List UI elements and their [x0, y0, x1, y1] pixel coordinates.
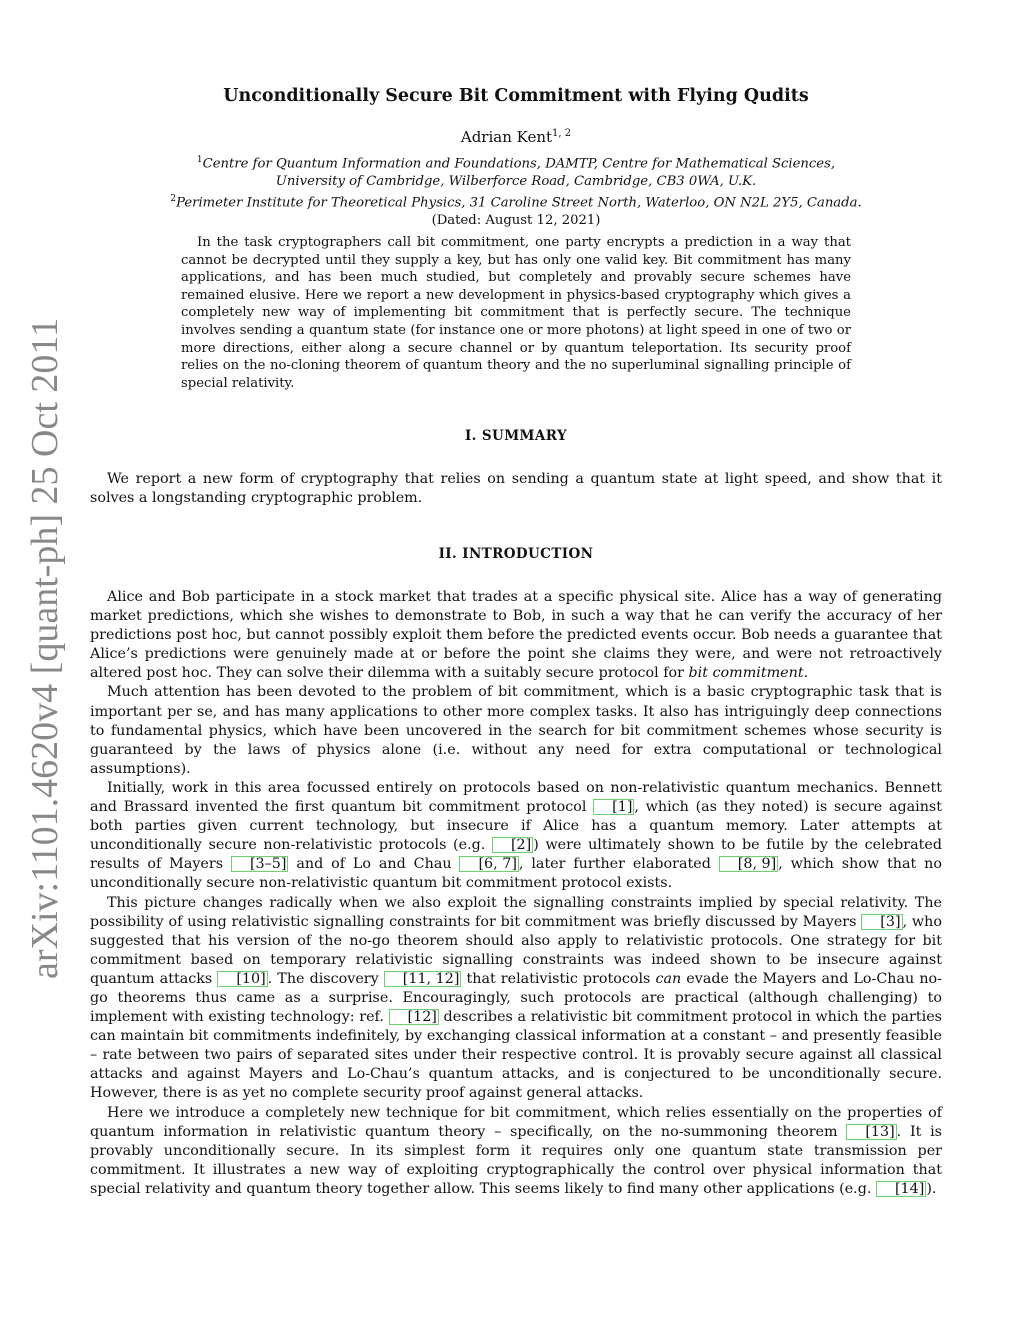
affiliation-2-marker: 2 — [170, 193, 177, 204]
citation-link[interactable]: [3] — [861, 914, 902, 930]
dated-line: (Dated: August 12, 2021) — [431, 212, 601, 228]
intro-paragraph-3 — [90, 779, 942, 894]
affiliations — [90, 152, 942, 229]
intro-p4-text-f: describes a relativistic bit commitment protocol in which the parties can maintain bit commitments indefinitely, by exchanging classical information at a constant – and presently feasible – rate between two pairs of separated sites under their respective control. It is provably secure against all classical attacks and against Mayers and Lo-Chau’s quantum attacks, and is conjectured to be unconditionally secure. However, there is as yet no complete security proof against general attacks. — [90, 1009, 942, 1102]
affiliation-1-marker: 1 — [196, 155, 203, 165]
arxiv-identifier[interactable]: arXiv:1101.4620v4 [quant-ph] 25 Oct 2011 — [24, 317, 66, 979]
intro-p1-end: . — [803, 665, 809, 682]
section-summary-heading: I. SUMMARY — [464, 428, 568, 444]
introduction-body — [90, 588, 942, 1199]
affiliation-1 — [90, 152, 942, 173]
intro-p3-text-c: ) were ultimately shown to be futile by the celebrated results of Mayers — [90, 837, 943, 873]
intro-p1-emphasis: bit commitment — [688, 665, 804, 682]
affiliation-1-cont: University of Cambridge, Wilberforce Road, Cambridge, CB3 0WA, U.K. — [275, 173, 757, 189]
intro-p3-text-b: , which (as they noted) is secure against both parties given current technology, but insecure if Alice has a quantum memory. Later attempts at unconditionally secure non-relativistic protocols (e.g. — [90, 799, 942, 854]
intro-p4-text-d: that relativistic protocols — [461, 970, 656, 987]
citation-link[interactable]: [12] — [389, 1009, 439, 1025]
author-name: Adrian Kent — [460, 128, 553, 146]
intro-p5-text-a: Here we introduce a completely new technique for bit commitment, which relies essentially on the properties of quantum information in relativistic quantum theory – specifically, on the no-summoning theorem — [90, 1104, 942, 1140]
author-superscript: 1, 2 — [552, 128, 572, 139]
intro-p5-text-c: ). — [926, 1180, 937, 1197]
summary-body — [90, 470, 942, 508]
citation-link[interactable]: [10] — [217, 971, 267, 987]
intro-p3-text-e: , later further elaborated — [518, 856, 719, 873]
intro-paragraph-4 — [90, 894, 942, 1104]
citation-link[interactable]: [13] — [846, 1124, 896, 1140]
intro-p4-text-a: This picture changes radically when we also exploit the signalling constraints implied by special relativity. The possibility of using relativistic signalling constraints for bit commitment was briefly discussed by Mayers — [90, 894, 942, 930]
paper-title: Unconditionally Secure Bit Commitment with Flying Qudits — [223, 86, 809, 106]
citation-link[interactable]: [14] — [876, 1181, 926, 1197]
citation-link[interactable]: [2] — [492, 837, 533, 853]
citation-link[interactable]: [3–5] — [231, 856, 289, 872]
intro-p4-text-b: , who suggested that his version of the no-go theorem should also apply to relativistic protocols. One strategy for bit commitment based on temporary relativistic signalling constraints was indeed shown to be insecure against quantum attacks — [90, 913, 942, 987]
summary-paragraph: We report a new form of cryptography that relies on sending a quantum state at light speed, and show that it solves a longstanding cryptographic problem. — [90, 471, 942, 507]
intro-paragraph-5 — [90, 1104, 942, 1199]
author-line — [90, 128, 942, 146]
section-introduction-heading: II. INTRODUCTION — [438, 546, 594, 562]
citation-link[interactable]: [8, 9] — [719, 856, 778, 872]
intro-p5-text-b: . It is provably unconditionally secure. In its simplest form it requires only one quantum state transmission per commitment. It illustrates a new way of exploiting cryptographically the control over physical information that special relativity and quantum theory together allow. This seems likely to find many other applications (e.g. — [90, 1123, 942, 1197]
affiliation-1-line-1: Centre for Quantum Information and Foundations, DAMTP, Centre for Mathematical Sciences, — [202, 156, 836, 172]
intro-p1-text: Alice and Bob participate in a stock market that trades at a specific physical site. Alice has a way of generating market predictions, which she wishes to demonstrate to Bob, in such a way that he can verify the accuracy of her predictions post hoc, but cannot possibly exploit them before the predicted events occur. Bob needs a guarantee that Alice’s predictions were genuinely made at or before the point she claims they were, and were not retroactively altered post hoc. They can solve their dilemma with a suitably secure protocol for — [90, 589, 942, 682]
intro-paragraph-2: Much attention has been devoted to the problem of bit commitment, which is a basic cryptographic task that is important per se, and has many applications to other more complex tasks. It also has intriguingly deep connections to fundamental physics, which have been uncovered in the search for bit commitment schemes whose security is guaranteed by the laws of physics alone (i.e. without any need for extra computational or technological assumptions). — [90, 684, 942, 777]
affiliation-2 — [90, 191, 942, 212]
intro-p3-text-d: and of Lo and Chau — [288, 856, 460, 873]
intro-p4-emphasis: can — [655, 970, 682, 987]
citation-link[interactable]: [6, 7] — [459, 856, 518, 872]
intro-p3-text-f: , which show that no unconditionally secure non-relativistic quantum bit commitment protocol exists. — [90, 856, 942, 892]
affiliation-2-line: Perimeter Institute for Theoretical Physics, 31 Caroline Street North, Waterloo, ON N2L 2Y5, Canada. — [176, 194, 862, 210]
citation-link[interactable]: [1] — [593, 799, 634, 815]
intro-p4-text-e: evade the Mayers and Lo-Chau no-go theorems thus came as a surprise. Encouragingly, such protocols are practical (although challenging) to implement with existing technology: ref. — [90, 970, 942, 1026]
intro-paragraph-1 — [90, 588, 942, 683]
intro-p3-text-a: Initially, work in this area focussed entirely on protocols based on non-relativistic quantum mechanics. Bennett and Brassard invented the first quantum bit commitment protocol — [90, 779, 942, 816]
abstract: In the task cryptographers call bit commitment, one party encrypts a prediction in a way that cannot be decrypted until they supply a key, but has only one valid key. Bit commitment has many applications, and has been much studied, but completely and provably secure schemes have remained elusive. Here we report a new development in physics-based cryptography which gives a completely new way of implementing bit commitment that is perfectly secure. The technique involves sending a quantum state (for instance one or more photons) at light speed in one of two or more directions, either along a secure channel or by quantum teleportation. Its security proof relies on the no-cloning theorem of quantum theory and the no superluminal signalling principle of special relativity. — [181, 235, 851, 391]
citation-link[interactable]: [11, 12] — [384, 971, 462, 987]
intro-p4-text-c: . The discovery — [267, 970, 384, 987]
